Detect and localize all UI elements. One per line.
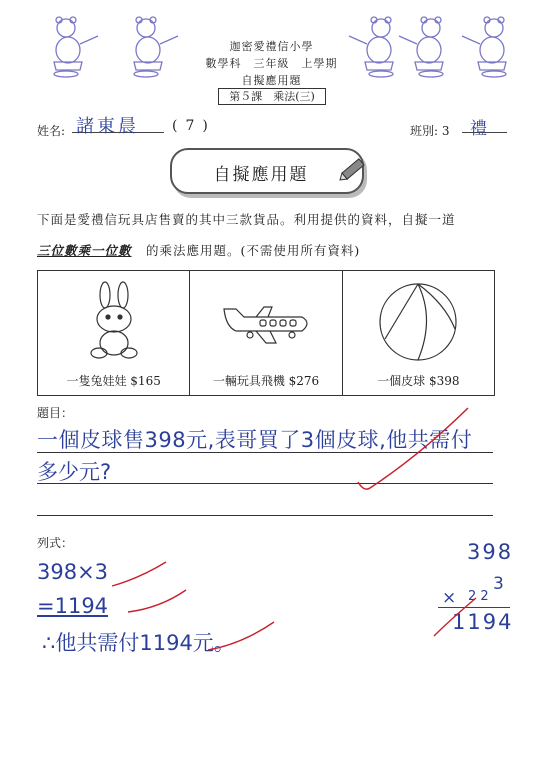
instruction-line-1: 下面是愛禮信玩具店售賣的其中三款貨品。利用提供的資料，自擬一道 (37, 212, 456, 227)
question-answer-line-1: 一個皮球售398元,表哥買了3個皮球,他共需付 (37, 428, 473, 452)
toy-airplane-icon (216, 287, 316, 347)
product-cell (190, 271, 342, 395)
name-label: 姓名: (37, 124, 66, 138)
class-value: 禮 (470, 119, 487, 139)
working-label: 列式： (37, 536, 74, 550)
name-value: 諸東晨 (76, 116, 139, 137)
instruction-emphasis: 三位數乘一位數 (37, 243, 132, 258)
tick-mark-icon (110, 560, 170, 590)
title-banner (170, 148, 364, 194)
working-line-1: 398×3 (37, 560, 109, 584)
tick-mark-icon (340, 400, 480, 495)
pencil-icon (336, 152, 370, 186)
question-answer-line-2: 多少元? (37, 460, 112, 484)
answer-rule (37, 515, 493, 516)
product-caption: 一隻兔娃娃 $165 (66, 374, 161, 388)
rabbit-doll-icon (79, 281, 149, 361)
student-number: (7) (172, 118, 216, 134)
product-table (37, 270, 495, 396)
lesson-title: 第５課 乘法(三) (218, 88, 326, 105)
instruction-line-2: 的乘法應用題。(不需使用所有資料) (146, 243, 361, 258)
ball-icon (375, 279, 461, 365)
product-caption: 一輛玩具飛機 $276 (212, 374, 320, 388)
working-line-2: =1194 (37, 594, 109, 618)
school-name: 迦密愛禮信小學 (229, 40, 314, 53)
product-caption: 一個皮球 $398 (377, 374, 460, 388)
product-cell (343, 271, 494, 395)
vertical-calc-result: 1194 (452, 610, 514, 634)
subject-line: 數學科 三年級 上學期 (205, 57, 338, 70)
vertical-calc-carries: 2 2 (468, 589, 489, 604)
tick-mark-icon (206, 620, 278, 654)
vertical-calc-top: 398 (467, 540, 514, 564)
vertical-calc-multiplier: 3 (493, 574, 504, 594)
worksheet-name: 自擬應用題 (241, 74, 302, 87)
product-cell (38, 271, 190, 395)
working-line-3: ∴他共需付1194元。 (42, 631, 235, 655)
tick-mark-icon (126, 588, 190, 618)
class-label: 班別: 3 (410, 124, 450, 138)
tick-mark-icon (430, 596, 480, 640)
question-label: 題目： (37, 406, 74, 420)
worksheet-title: 自擬應用題 (213, 165, 309, 185)
vertical-calc-operator: × (442, 588, 457, 608)
